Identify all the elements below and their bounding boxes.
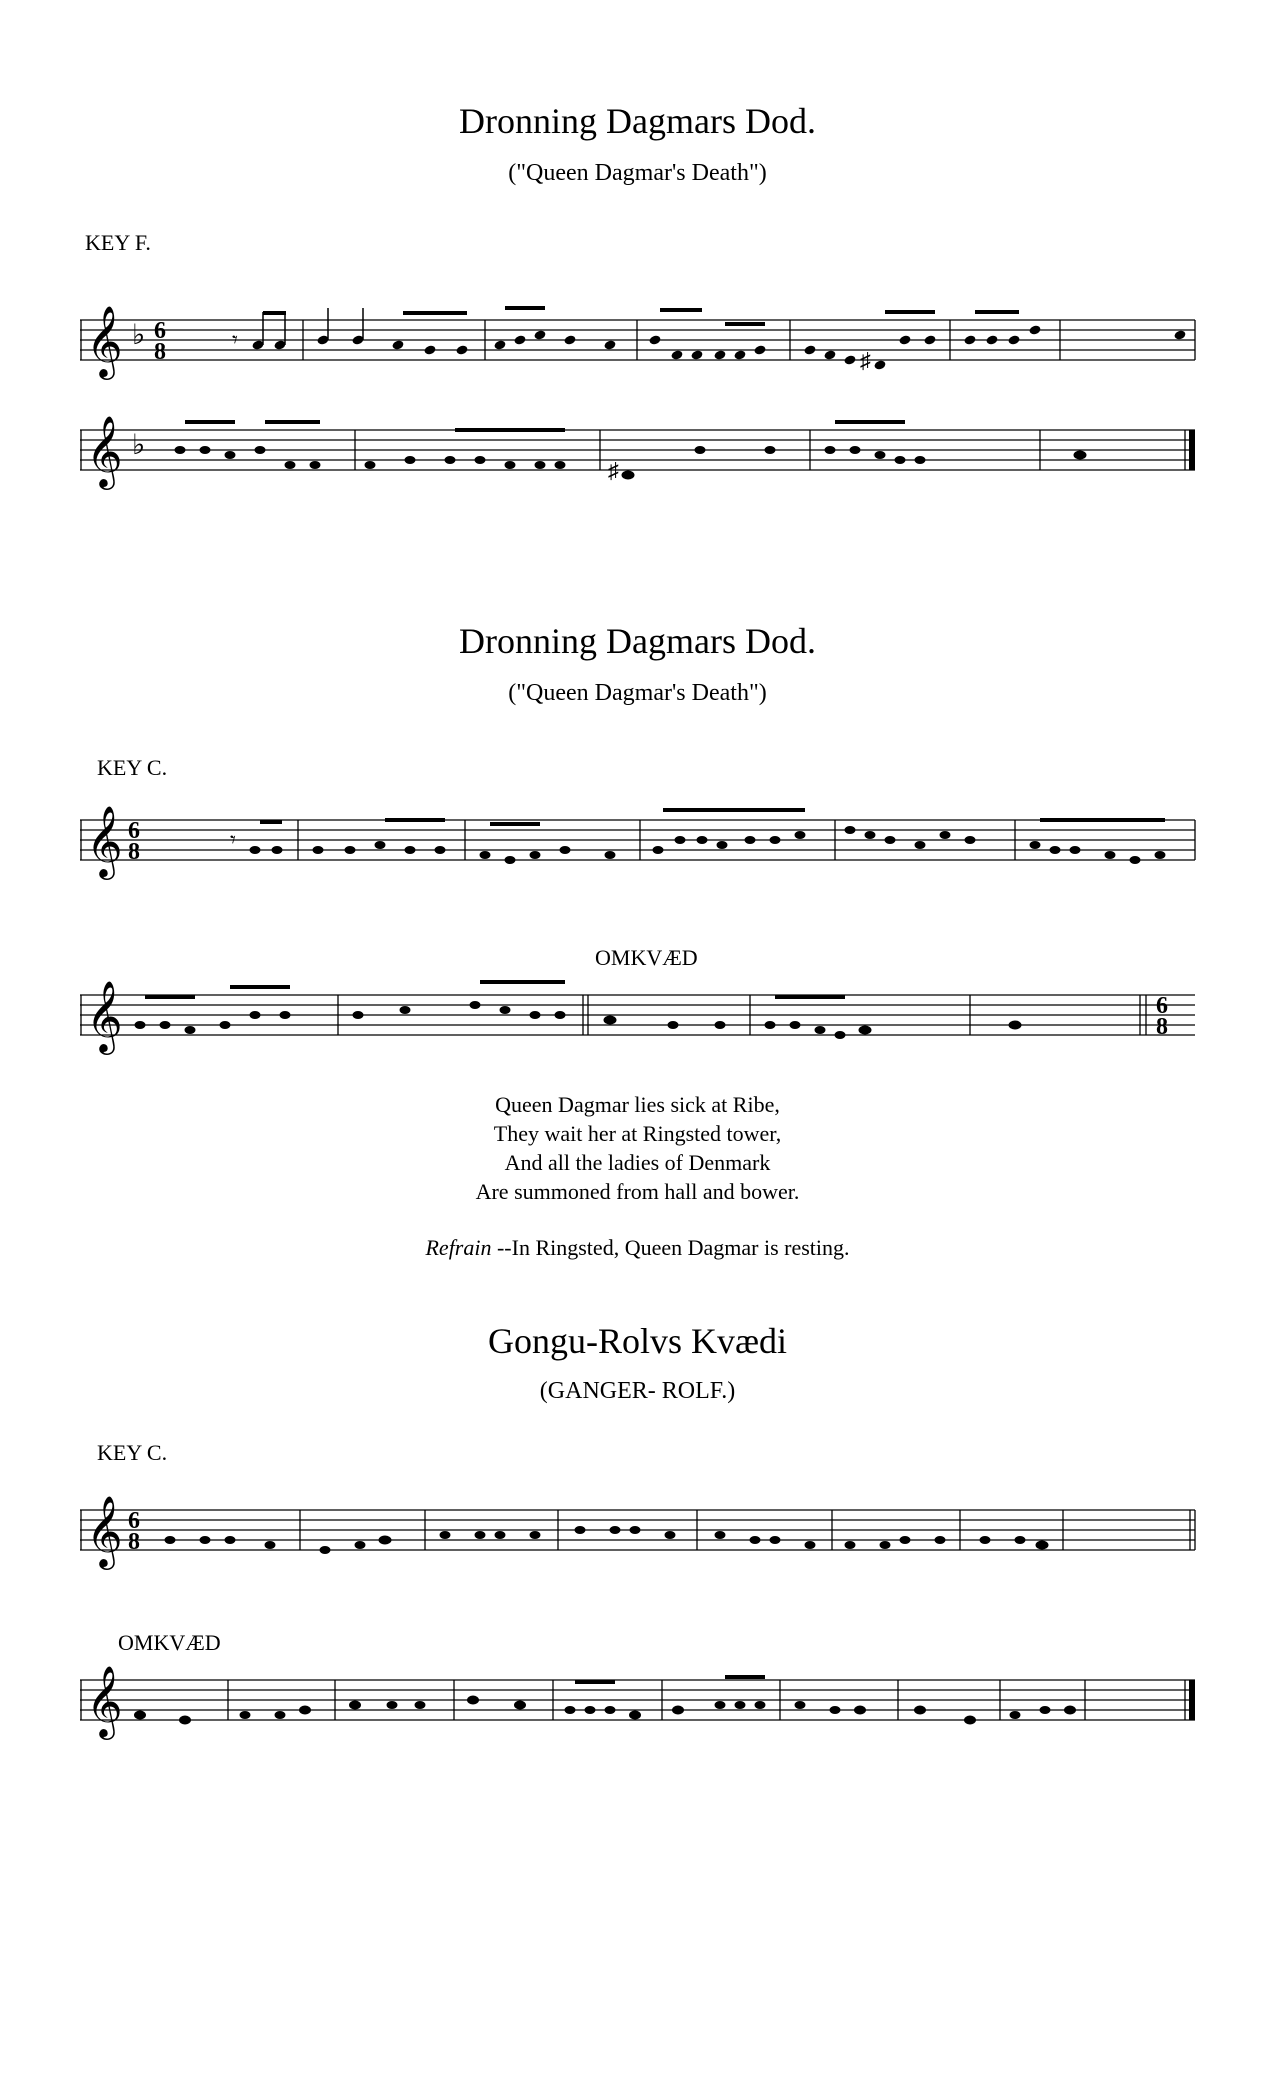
song-2-staff-1	[80, 800, 1220, 900]
song-1-title: Dronning Dagmars Dod.	[459, 101, 816, 141]
song-1-staff-1	[80, 300, 1220, 390]
song-3-staff-2	[80, 1660, 1220, 1760]
svg-text:♯: ♯	[860, 348, 871, 373]
song-2-title: Dronning Dagmars Dod.	[459, 621, 816, 661]
refrain-text: --In Ringsted, Queen Dagmar is resting.	[491, 1235, 850, 1260]
time-sig-bottom: 8	[154, 339, 166, 365]
song-3-key-label: KEY C.	[97, 1440, 168, 1465]
svg-text:𝄾: 𝄾	[232, 327, 238, 352]
flat-icon: ♭	[132, 320, 146, 351]
song-2-staff-2	[80, 975, 1220, 1075]
refrain-prefix: Refrain	[425, 1235, 492, 1260]
time-sig-top: 6	[1156, 993, 1168, 1019]
time-sig-top: 6	[154, 318, 166, 344]
svg-text:♯: ♯	[608, 458, 619, 483]
notes	[230, 808, 1166, 864]
time-sig-top: 6	[128, 1508, 140, 1534]
verse-line: And all the ladies of Denmark	[504, 1150, 771, 1175]
song-2-refrain-label: OMKVÆD	[595, 945, 698, 970]
song-1-key-label: KEY F.	[85, 230, 151, 255]
song-2-refrain	[0, 1235, 1275, 1261]
svg-text:𝄾: 𝄾	[230, 827, 236, 852]
time-sig-top: 6	[128, 818, 140, 844]
song-1-staff-2	[80, 410, 1220, 510]
verse-line: They wait her at Ringsted tower,	[493, 1121, 782, 1146]
verse-line: Queen Dagmar lies sick at Ribe,	[495, 1092, 780, 1117]
song-3-title: Gongu-Rolvs Kvædi	[487, 1321, 788, 1361]
notes	[135, 980, 1022, 1039]
time-sig-bottom: 8	[1156, 1014, 1168, 1040]
treble-clef-icon: 𝄞	[86, 308, 123, 376]
flat-icon: ♭	[132, 430, 146, 461]
treble-clef-icon: 𝄞	[86, 983, 123, 1051]
treble-clef-icon: 𝄞	[86, 1498, 123, 1566]
verse-line: Are summoned from hall and bower.	[475, 1179, 800, 1204]
song-2-key-label: KEY C.	[97, 755, 168, 780]
time-sig-bottom: 8	[128, 839, 140, 865]
treble-clef-icon: 𝄞	[86, 418, 123, 486]
song-3-subtitle: (GANGER- ROLF.)	[539, 1378, 736, 1404]
treble-clef-icon: 𝄞	[86, 808, 123, 876]
time-sig-bottom: 8	[128, 1529, 140, 1555]
song-3-staff-1	[80, 1490, 1220, 1590]
song-1-subtitle: ("Queen Dagmar's Death")	[508, 160, 767, 186]
song-2-subtitle: ("Queen Dagmar's Death")	[508, 680, 767, 706]
song-3-refrain-label: OMKVÆD	[118, 1630, 221, 1655]
song-2-verse	[0, 1090, 1275, 1206]
treble-clef-icon: 𝄞	[86, 1668, 123, 1736]
